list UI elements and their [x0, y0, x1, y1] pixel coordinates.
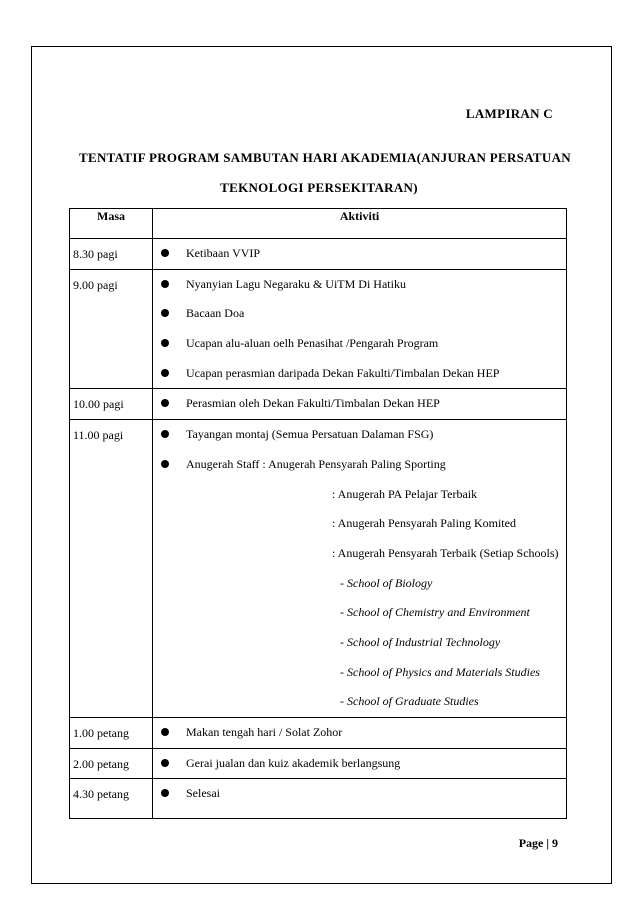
activity-text: Bacaan Doa [186, 306, 245, 321]
time-cell: 10.00 pagi [70, 389, 153, 420]
page-number: Page | 9 [518, 836, 558, 850]
bullet-icon [161, 249, 169, 257]
time-cell: 8.30 pagi [70, 239, 153, 270]
time-cell: 4.30 petang [70, 779, 153, 819]
table-row [70, 718, 567, 749]
time-cell: 9.00 pagi [70, 269, 153, 389]
list-item [153, 450, 566, 480]
activity-text: Makan tengah hari / Solat Zohor [186, 725, 343, 739]
table-row [70, 420, 567, 718]
award-item: : Anugerah Pensyarah Paling Komited [332, 516, 516, 531]
bullet-icon [161, 789, 169, 797]
activity-text: Ketibaan VVIP [186, 246, 261, 260]
table-row [70, 389, 567, 420]
activity-text: Anugerah Staff : Anugerah Pensyarah Paling Sporting [186, 456, 446, 471]
school-item: - School of Biology [340, 575, 433, 590]
bullet-icon [161, 309, 169, 317]
activity-cell [153, 718, 567, 749]
activity-text: Tayangan montaj (Semua Persatuan Dalaman FSG) [186, 427, 434, 442]
list-item [153, 779, 566, 809]
activity-text: Ucapan alu-aluan oelh Penasihat /Pengarah Program [186, 336, 439, 351]
list-item [153, 270, 566, 300]
activity-cell [153, 239, 567, 270]
time-cell: 1.00 petang [70, 718, 153, 749]
bullet-icon [161, 460, 169, 468]
activity-cell [153, 269, 567, 389]
appendix-label: LAMPIRAN C [465, 106, 553, 121]
award-item: : Anugerah Pensyarah Terbaik (Setiap Schools) [332, 545, 559, 560]
table-row [70, 779, 567, 819]
award-item: : Anugerah PA Pelajar Terbaik [332, 486, 478, 501]
table-header-row [70, 209, 567, 239]
bullet-icon [161, 759, 169, 767]
table-row [70, 269, 567, 389]
bullet-icon [161, 430, 169, 438]
list-item [153, 389, 566, 419]
activity-text: Perasmian oleh Dekan Fakulti/Timbalan Dekan HEP [186, 396, 440, 411]
school-item: - School of Chemistry and Environment [340, 605, 530, 620]
activity-cell [153, 748, 567, 779]
activity-cell [153, 779, 567, 819]
activity-text: Gerai jualan dan kuiz akademik berlangsung [186, 755, 401, 770]
document-title-line-2: TEKNOLOGI PERSEKITARAN) [220, 180, 418, 195]
activity-text: Nyanyian Lagu Negaraku & UiTM Di Hatiku [186, 276, 406, 291]
time-cell: 2.00 petang [70, 748, 153, 779]
list-item [153, 749, 566, 779]
bullet-icon [161, 339, 169, 347]
list-item [153, 718, 566, 748]
activity-cell [153, 389, 567, 420]
school-item: - School of Graduate Studies [340, 694, 479, 709]
bullet-icon [161, 369, 169, 377]
bullet-icon [161, 399, 169, 407]
header-masa: Masa [70, 209, 153, 239]
bullet-icon [161, 728, 169, 736]
list-item [153, 299, 566, 329]
activity-cell [153, 420, 567, 718]
document-title-line-1: TENTATIF PROGRAM SAMBUTAN HARI AKADEMIA(ANJURAN PERSATUAN [79, 150, 571, 165]
activity-text: Ucapan perasmian daripada Dekan Fakulti/Timbalan Dekan HEP [186, 365, 500, 380]
list-item [153, 420, 566, 450]
bullet-icon [161, 280, 169, 288]
header-aktiviti: Aktiviti [153, 209, 567, 239]
time-cell: 11.00 pagi [70, 420, 153, 718]
table-row [70, 748, 567, 779]
school-item: - School of Physics and Materials Studies [340, 664, 540, 679]
list-item [153, 329, 566, 359]
table-row [70, 239, 567, 270]
list-item [153, 239, 566, 269]
activity-text: Selesai [186, 786, 220, 801]
schedule-table [69, 208, 567, 819]
list-item [153, 359, 566, 389]
school-item: - School of Industrial Technology [340, 634, 501, 649]
